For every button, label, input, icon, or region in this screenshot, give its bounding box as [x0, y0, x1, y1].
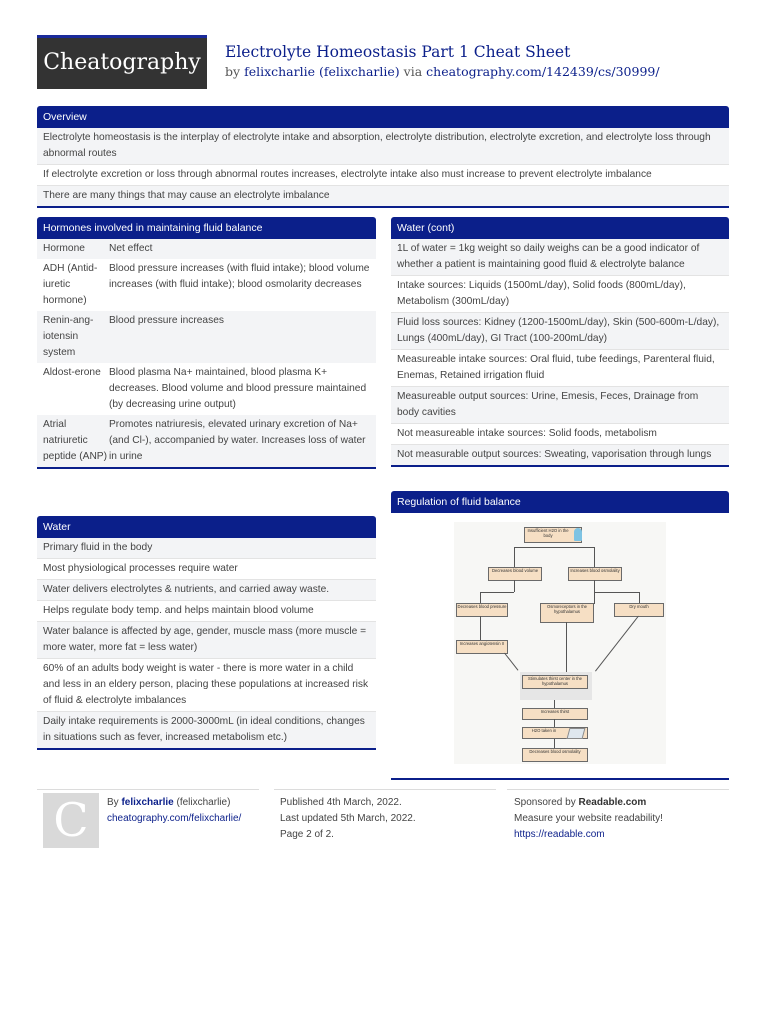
water-cont-row: Not measureable intake sources: Solid foods, metabolism — [391, 424, 729, 445]
arrow — [554, 739, 555, 748]
fluid-balance-diagram — [454, 522, 666, 764]
decreases-blood-volume-box: Decreases blood volume — [488, 567, 542, 581]
arrow — [480, 592, 514, 593]
arrow — [514, 580, 515, 592]
effect-col-header: Net effect — [109, 243, 153, 254]
byline — [225, 64, 660, 79]
dry-mouth-box: Dry mouth — [614, 603, 664, 617]
arrow — [504, 653, 518, 671]
hormone-effect: Promotes natriuresis, elevated urinary excretion of Na+ (and Cl-), accompanied by water. Increases loss of water in urine — [109, 419, 366, 462]
water-row: 60% of an adults body weight is water - there is more water in a child and less in an eldery person, placing these populations at increased risk of fluid & electrolyte imbalances — [37, 659, 376, 712]
hormone-effect: Blood pressure increases — [109, 315, 224, 326]
water-row: Helps regulate body temp. and helps maintain blood volume — [37, 601, 376, 622]
person-icon — [574, 528, 582, 541]
footer-divider — [274, 789, 496, 790]
insufficient-h2o-box: Insufficient H2O in the body — [524, 527, 582, 543]
author-link[interactable]: felixcharlie (felixcharlie) — [244, 64, 400, 79]
water-header: Water — [37, 516, 376, 538]
sponsor-url[interactable]: https://readable.com — [514, 829, 605, 840]
water-row: Water balance is affected by age, gender, muscle mass (more muscle = more water, more fat = less water) — [37, 622, 376, 659]
water-cont-row: Fluid loss sources: Kidney (1200-1500mL/day), Skin (500-600m-L/day), Lungs (400mL/day), GI Tract (100-200mL/day) — [391, 313, 729, 350]
arrow — [594, 547, 595, 567]
sheet-title: Electrolyte Homeostasis Part 1 Cheat Sheet — [225, 43, 571, 61]
footer-author-line — [107, 795, 230, 811]
increases-angiotensin-box: Increases angiotensin II — [456, 640, 508, 654]
increases-thirst-box: Increases thirst — [522, 708, 588, 720]
footer-divider — [37, 789, 259, 790]
table-row — [37, 259, 376, 311]
footer-author-username: (felixcharlie) — [176, 797, 231, 808]
water-glass-icon — [567, 728, 586, 739]
table-row — [37, 415, 376, 467]
water-cont-header: Water (cont) — [391, 217, 729, 239]
water-cont-row: 1L of water = 1kg weight so daily weighs can be a good indicator of whether a patient is maintaining good fluid & electrolyte balance — [391, 239, 729, 276]
arrow — [480, 616, 481, 640]
updated-date: Last updated 5th March, 2022. — [280, 813, 416, 824]
arrow — [639, 592, 640, 603]
regulation-header: Regulation of fluid balance — [391, 491, 729, 513]
overview-section — [37, 106, 729, 208]
water-section — [37, 516, 376, 750]
hormones-section — [37, 217, 376, 469]
arrow — [566, 622, 567, 674]
table-row — [37, 363, 376, 415]
author-avatar[interactable]: C — [43, 793, 99, 848]
water-row: Water delivers electrolytes & nutrients, and carried away waste. — [37, 580, 376, 601]
sheet-url-link[interactable]: cheatography.com/142439/cs/30999/ — [426, 64, 660, 79]
logo-accent-bar — [37, 35, 207, 38]
page-number: Page 2 of 2. — [280, 829, 334, 840]
table-row — [37, 311, 376, 363]
water-cont-row: Measureable intake sources: Oral fluid, tube feedings, Parenteral fluid, Enemas, Retained irrigation fluid — [391, 350, 729, 387]
arrow — [514, 547, 594, 548]
sponsor-name[interactable]: Readable.com — [578, 797, 647, 808]
water-row: Most physiological processes require water — [37, 559, 376, 580]
water-cont-row: Measureable output sources: Urine, Emesis, Feces, Drainage from body cavities — [391, 387, 729, 424]
overview-row: If electrolyte excretion or loss through abnormal routes increases, electrolyte intake also must increase to prevent electrolyte imbalance — [37, 165, 729, 186]
hormone-name: Renin-ang-iotensin system — [43, 315, 94, 358]
logo-text: Cheatography — [43, 49, 201, 75]
footer-by-prefix: By — [107, 797, 119, 808]
footer-author-url[interactable]: cheatography.com/felixcharlie/ — [107, 813, 242, 824]
cheatography-logo[interactable] — [37, 35, 207, 89]
thirst-center-box: Stimulates thirst center in the hypothalamus — [522, 675, 588, 689]
arrow — [595, 616, 639, 672]
overview-header: Overview — [37, 106, 729, 128]
arrow — [554, 719, 555, 727]
increases-blood-osmolality-box: Increases blood osmolality — [568, 567, 622, 581]
water-row: Primary fluid in the body — [37, 538, 376, 559]
sponsor-tagline: Measure your website readability! — [514, 813, 663, 824]
arrow — [514, 547, 515, 567]
hormones-header: Hormones involved in maintaining fluid balance — [37, 217, 376, 239]
decreases-blood-pressure-box: Decreases blood pressure — [456, 603, 508, 617]
water-cont-section — [391, 217, 729, 467]
water-cont-row: Not measurable output sources: Sweating, vaporisation through lungs — [391, 445, 729, 465]
sponsor-line — [514, 795, 646, 811]
byline-via: via — [403, 64, 423, 79]
h2o-taken-in-box: H2O taken in — [522, 727, 588, 739]
hormone-name: ADH (Antid-iuretic hormone) — [43, 263, 98, 306]
overview-row: Electrolyte homeostasis is the interplay of electrolyte intake and absorption, electrolyte distribution, electrolyte excretion, and electrolyte loss through abnormal routes — [37, 128, 729, 165]
arrow — [594, 592, 639, 593]
arrow — [480, 592, 481, 603]
osmoreceptors-box: Osmoreceptors in the hypothalamus — [540, 603, 594, 623]
water-cont-row: Intake sources: Liquids (1500mL/day), Solid foods (800mL/day), Metabolism (300mL/day) — [391, 276, 729, 313]
decreases-blood-osmolality-box: Decreases blood osmolality — [522, 748, 588, 762]
hormones-table-header — [37, 239, 376, 259]
hormone-name: Aldost-erone — [43, 367, 101, 378]
water-row: Daily intake requirements is 2000-3000mL (in ideal conditions, changes in situations such as fever, increased metabolism etc.) — [37, 712, 376, 748]
hormone-name: Atrial natriuretic peptide (ANP) — [43, 419, 107, 462]
hormone-effect: Blood plasma Na+ maintained, blood plasma K+ decreases. Blood volume and blood pressure maintained (by decreasing urine output) — [109, 367, 367, 410]
hormone-effect: Blood pressure increases (with fluid intake); blood volume increases (with fluid intake); blood osmolarity decreases — [109, 263, 370, 290]
byline-prefix: by — [225, 64, 241, 79]
hormone-col-header: Hormone — [43, 243, 85, 254]
sponsor-prefix: Sponsored by — [514, 797, 576, 808]
footer-divider — [507, 789, 729, 790]
footer-author-link[interactable]: felixcharlie — [121, 797, 174, 808]
overview-row: There are many things that may cause an electrolyte imbalance — [37, 186, 729, 206]
published-date: Published 4th March, 2022. — [280, 797, 402, 808]
